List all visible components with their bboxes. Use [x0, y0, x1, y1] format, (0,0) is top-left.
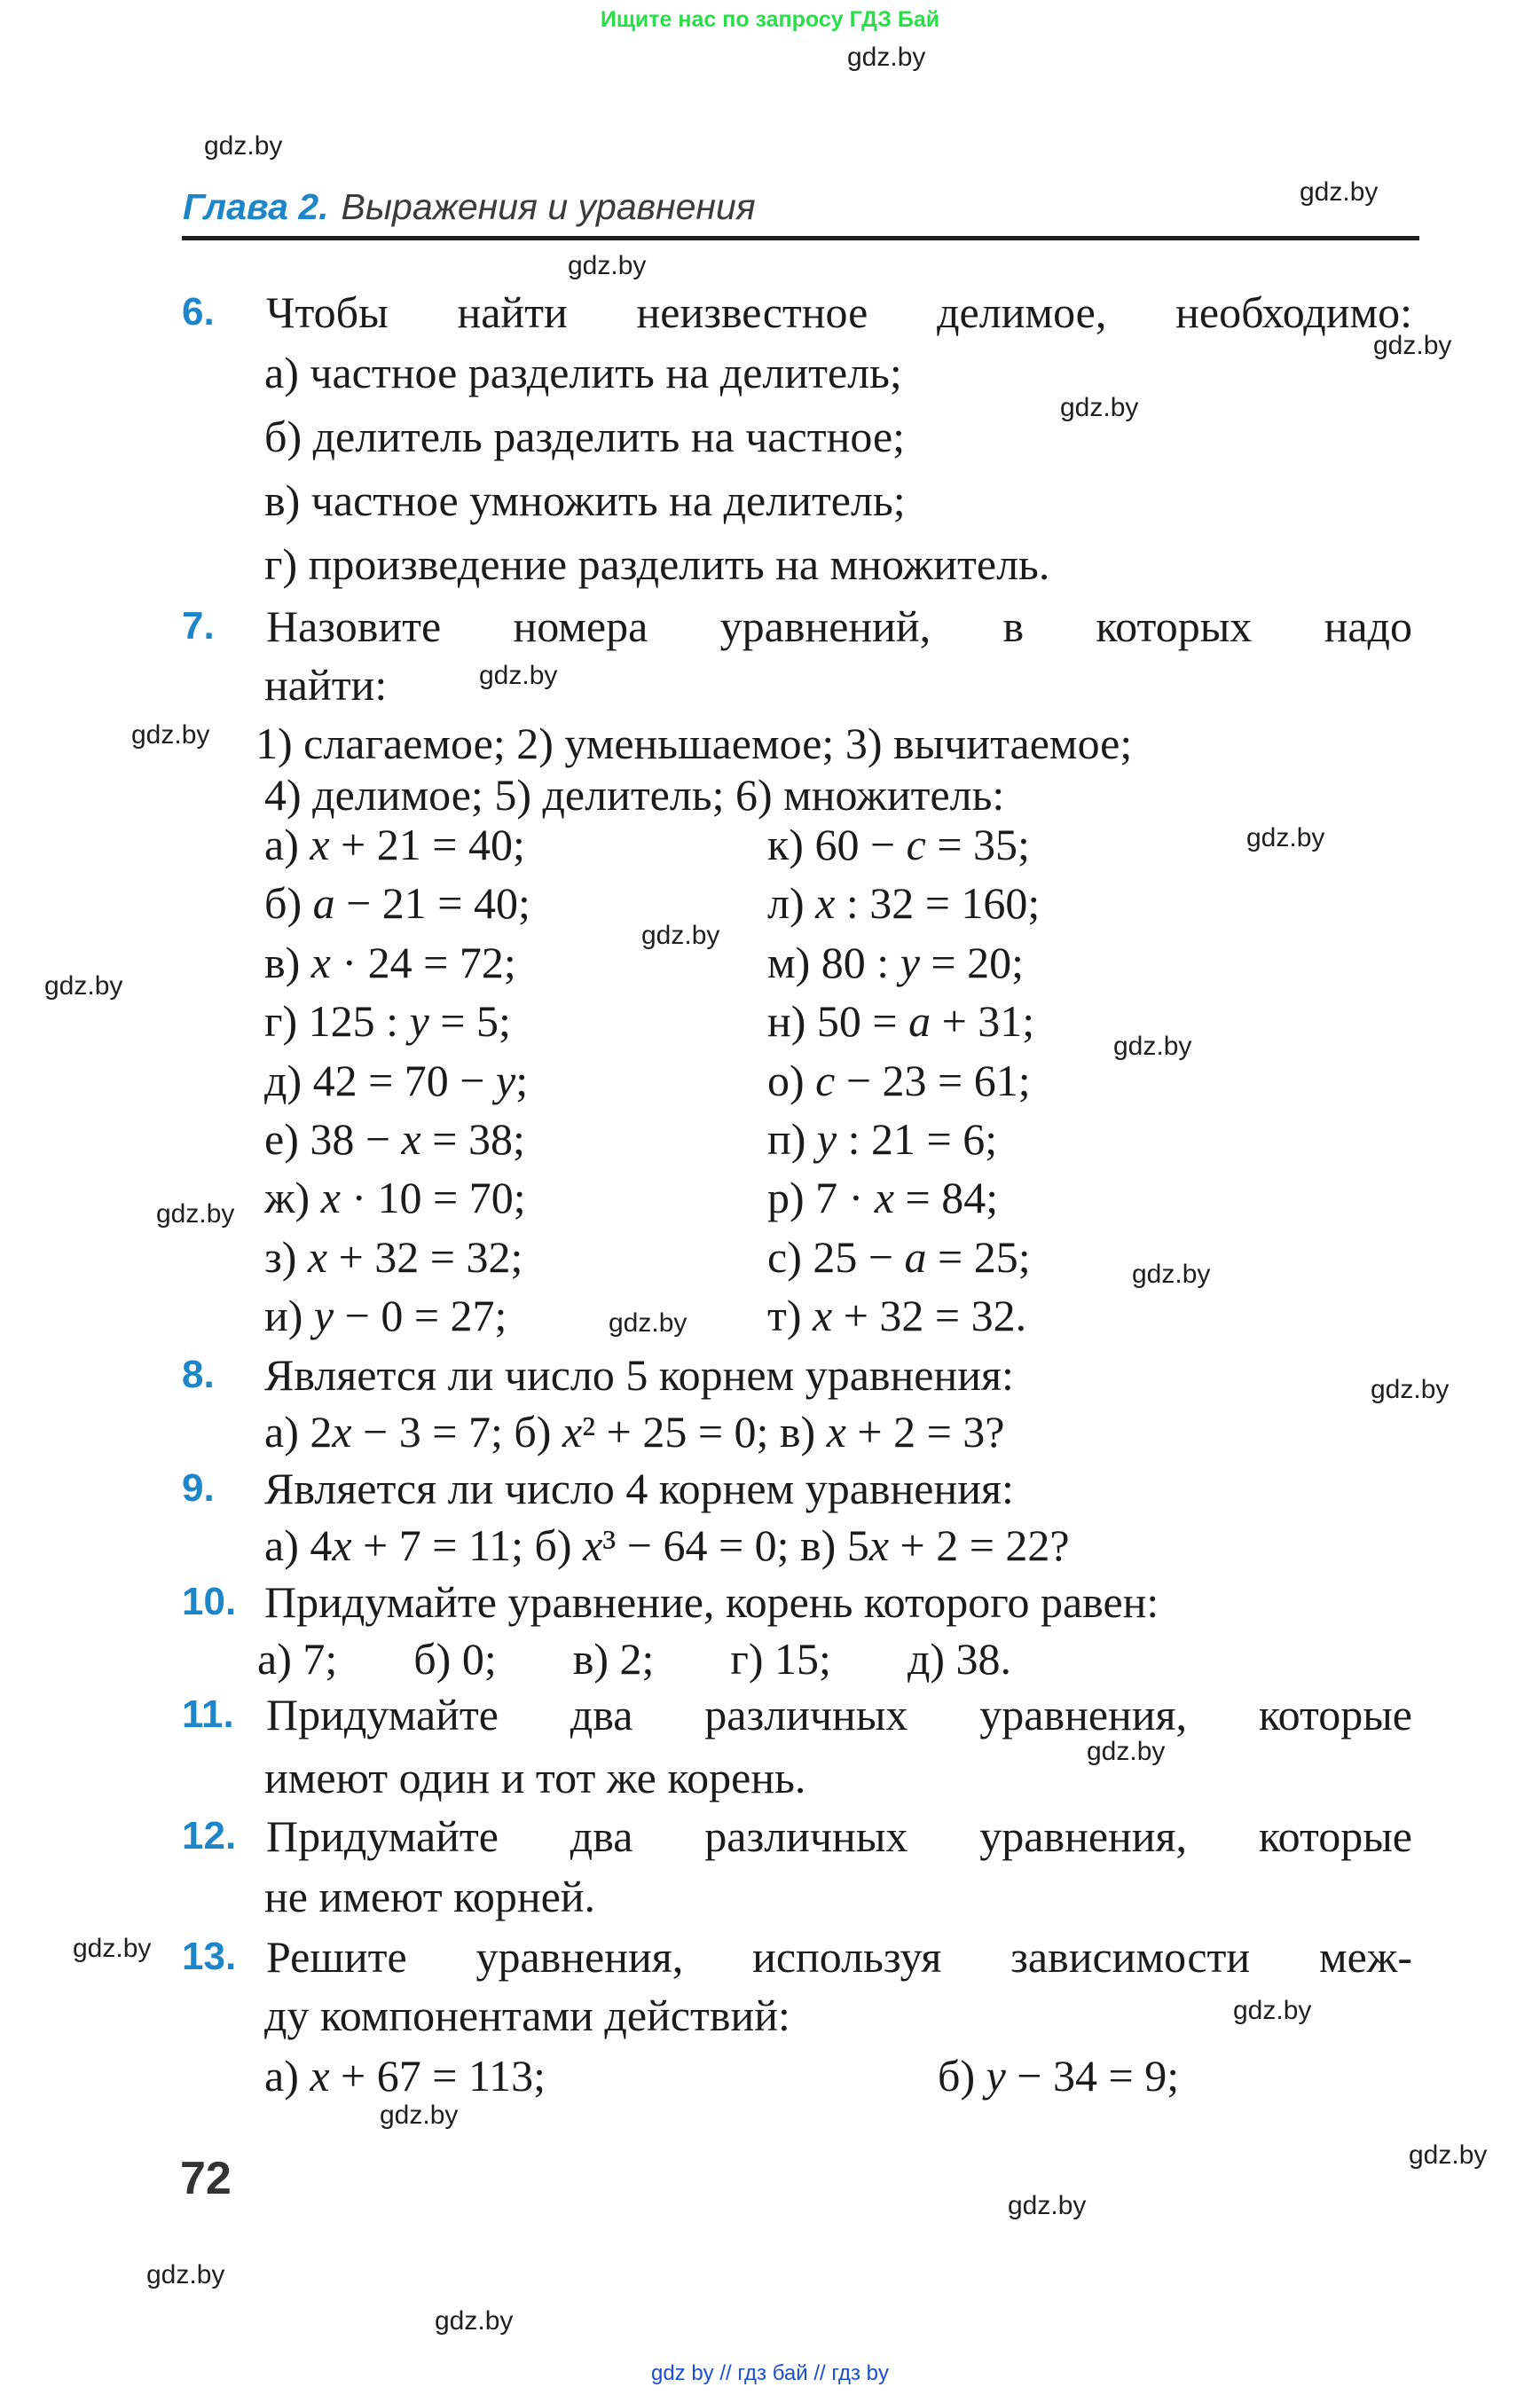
equation: а) 4x + 7 = 11; б) x³ − 64 = 0; в) 5x + 2 = 22? [264, 1520, 1070, 1570]
watermark: gdz.by [847, 43, 926, 72]
exercise-option: д) 38. [907, 1634, 1012, 1684]
equation: в) x · 24 = 72; [264, 938, 516, 987]
equation: б) a − 21 = 40; [264, 878, 530, 928]
exercise-option: а) 7; [257, 1634, 338, 1684]
watermark: gdz.by [44, 971, 123, 1001]
equation: п) y : 21 = 6; [767, 1114, 998, 1164]
watermark: gdz.by [1060, 393, 1139, 422]
exercise-text: имеют один и тот же корень. [264, 1753, 806, 1802]
exercise-text: найти: [264, 660, 388, 710]
equation: м) 80 : y = 20; [767, 938, 1024, 987]
exercise-number: 13. [182, 1935, 237, 1978]
exercise-number: 9. [182, 1466, 215, 1510]
watermark: gdz.by [435, 2306, 514, 2336]
exercise-number: 10. [182, 1580, 237, 1623]
exercise-option: б) 0; [413, 1634, 497, 1684]
watermark: gdz.by [1371, 1375, 1450, 1404]
exercise-number: 11. [182, 1692, 234, 1736]
watermark: gdz.by [568, 251, 647, 280]
exercise-text: ду компонентами действий: [264, 1991, 790, 2040]
equation: т) x + 32 = 32. [767, 1291, 1027, 1340]
exercise-text: Является ли число 5 корнем уравнения: [264, 1350, 1014, 1400]
exercise-text: Чтобы найти неизвестное делимое, необходимо: [266, 287, 1412, 337]
exercise-text: не имеют корней. [264, 1872, 596, 1921]
chapter-number: Глава 2. [183, 186, 329, 227]
equation: г) 125 : y = 5; [264, 996, 511, 1046]
exercise-number: 7. [182, 604, 215, 648]
watermark: gdz.by [204, 131, 283, 161]
watermark: gdz.by [1113, 1032, 1192, 1061]
exercise-options-row [257, 1632, 1011, 1685]
equation: а) 2x − 3 = 7; б) x² + 25 = 0; в) x + 2 = 3? [264, 1407, 1005, 1457]
chapter-heading [183, 186, 756, 228]
equation: к) 60 − c = 35; [767, 820, 1030, 869]
exercise-option: б) делитель разделить на частное; [264, 412, 906, 461]
exercise-number: 12. [182, 1814, 237, 1857]
equation: а) x + 67 = 113; [264, 2051, 546, 2101]
watermark: gdz.by [1246, 823, 1325, 852]
watermark: gdz.by [1087, 1737, 1166, 1766]
watermark: gdz.by [609, 1308, 688, 1338]
exercise-text: Придумайте два различных уравнения, которые [266, 1811, 1412, 1861]
watermark: gdz.by [1373, 331, 1452, 360]
exercise-text: Придумайте уравнение, корень которого равен: [264, 1577, 1159, 1627]
page-number: 72 [180, 2153, 232, 2204]
watermark: gdz.by [73, 1934, 152, 1963]
exercise-text: Придумайте два различных уравнения, которые [266, 1690, 1412, 1739]
exercise-option: г) произведение разделить на множитель. [264, 539, 1050, 589]
watermark: gdz.by [1300, 177, 1379, 207]
exercise-subtext: 1) слагаемое; 2) уменьшаемое; 3) вычитаемое; [255, 719, 1133, 768]
equation: и) y − 0 = 27; [264, 1291, 507, 1340]
watermark: gdz.by [146, 2260, 225, 2289]
exercise-option: в) частное умножить на делитель; [264, 475, 906, 525]
watermark: gdz.by [380, 2101, 459, 2130]
exercise-option: в) 2; [572, 1634, 655, 1684]
equation: б) y − 34 = 9; [938, 2051, 1180, 2101]
equation: з) x + 32 = 32; [264, 1232, 523, 1282]
exercise-number: 6. [182, 290, 215, 334]
watermark: gdz.by [1008, 2191, 1087, 2220]
watermark: gdz.by [156, 1199, 235, 1229]
watermark: gdz.by [131, 720, 210, 750]
watermark: gdz.by [479, 661, 558, 690]
exercise-text: Решите уравнения, используя зависимости меж- [266, 1932, 1412, 1982]
exercise-option: г) 15; [730, 1634, 831, 1684]
watermark: gdz.by [641, 921, 720, 950]
equation: с) 25 − a = 25; [767, 1232, 1031, 1282]
watermark: gdz.by [1409, 2140, 1488, 2170]
promo-banner: Ищите нас по запросу ГДЗ Бай [600, 7, 940, 32]
exercise-number: 8. [182, 1353, 215, 1396]
equation: л) x : 32 = 160; [767, 878, 1041, 928]
equation: е) 38 − x = 38; [264, 1114, 525, 1164]
exercise-text: Является ли число 4 корнем уравнения: [264, 1464, 1014, 1513]
footer-links[interactable]: gdz by // гдз бай // гдз by [650, 2361, 890, 2385]
exercise-option: а) частное разделить на делитель; [264, 348, 902, 397]
equation: о) c − 23 = 61; [767, 1056, 1031, 1105]
watermark: gdz.by [1132, 1260, 1211, 1289]
exercise-subtext: 4) делимое; 5) делитель; 6) множитель: [264, 770, 1005, 820]
equation: н) 50 = a + 31; [767, 996, 1035, 1046]
equation: а) x + 21 = 40; [264, 820, 525, 869]
header-divider [182, 236, 1419, 240]
equation: ж) x · 10 = 70; [264, 1173, 526, 1222]
chapter-title: Выражения и уравнения [341, 186, 756, 227]
watermark: gdz.by [1233, 1996, 1312, 2025]
exercise-text: Назовите номера уравнений, в которых надо [266, 601, 1412, 651]
equation: д) 42 = 70 − y; [264, 1056, 529, 1105]
equation: р) 7 · x = 84; [767, 1173, 999, 1222]
